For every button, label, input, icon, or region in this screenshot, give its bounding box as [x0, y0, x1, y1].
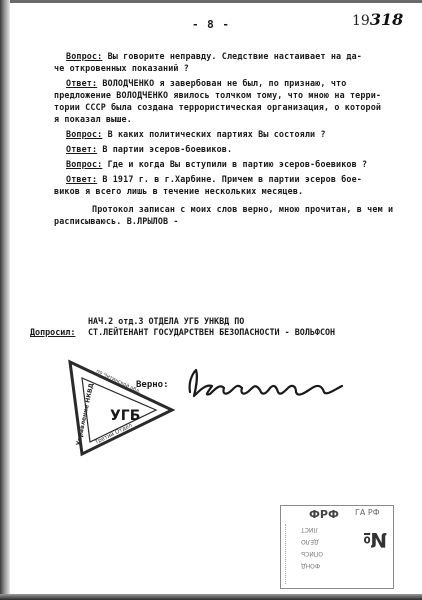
qa-text: В каких политических партиях Вы состояли ? — [107, 129, 326, 139]
archive-number-prefix: 19 — [352, 13, 370, 29]
archive-stamp-line: ФОНД — [301, 562, 321, 569]
officer-title-line-2: СТ.ЛЕЙТЕНАНТ ГОСУДАРСТВЕН БЕЗОПАСНОСТИ - ВОЛЬФСОН — [88, 327, 336, 337]
archive-stamp-number-sign: № — [363, 528, 388, 552]
qa-text: Где и когда Вы вступили в партию эсеров-боевиков ? — [107, 159, 368, 169]
qa-entry — [54, 173, 406, 197]
stamp-left-arc-text: Управление НКВД — [75, 382, 96, 447]
qa-label: Ответ: — [66, 174, 98, 184]
page-number: - 8 - — [191, 18, 231, 31]
qa-label: Вопрос: — [66, 129, 103, 139]
qa-line: че откровенных показаний ? — [54, 63, 189, 73]
qa-line — [66, 128, 406, 140]
archive-stamp-title: ФРФ — [309, 508, 339, 521]
archive-stamp — [280, 505, 394, 589]
qa-line — [66, 173, 406, 185]
ugb-triangle-stamp — [52, 350, 182, 460]
qa-line — [66, 143, 406, 155]
qa-entry — [54, 50, 406, 74]
qa-line: виков я всего лишь в течение нескольких месяцев. — [54, 186, 304, 196]
qa-text: Вы говорите неправду. Следствие настаивает на да- — [107, 51, 362, 61]
closing-line: Протокол записан с моих слов верно, мною прочитан, в чем и — [92, 204, 394, 214]
qa-entry — [54, 77, 406, 125]
qa-line — [66, 50, 406, 62]
scan-edge-left — [0, 0, 10, 600]
archive-stamp-line: ЛИСТ — [301, 526, 318, 533]
interrogation-text — [54, 50, 406, 227]
archive-number-handwritten: 318 — [369, 10, 404, 29]
qa-line: предложение ВОЛОДЧЕНКО явилось толчком тому, что мною на терри- — [54, 90, 382, 100]
scan-edge-top — [0, 0, 422, 3]
interrogator-label: Допросил: — [30, 327, 76, 337]
archive-stamp-line: ДЕЛО — [301, 538, 319, 545]
verno-label: Верно: — [136, 380, 169, 390]
qa-line — [66, 158, 406, 170]
officer-title-line-1: НАЧ.2 отд.3 ОТДЕЛА УГБ УНКВД ПО — [88, 316, 245, 326]
stamp-right-arc-text: по Читинской обл. — [95, 368, 142, 396]
handwritten-signature — [182, 362, 352, 406]
closing-line: расписываюсь. В.ЛРЫЛОВ - — [54, 216, 179, 226]
archive-number — [352, 10, 403, 29]
qa-label: Ответ: — [66, 144, 98, 154]
qa-entry — [66, 143, 406, 155]
qa-line: тории СССР была создана террористическая организация, о которой — [54, 102, 382, 112]
closing-statement — [54, 203, 406, 227]
qa-label: Ответ: — [66, 78, 98, 88]
qa-text: ВОЛОДЧЕНКО я завербован не был, по признаю, что — [102, 78, 347, 88]
stamp-bottom-text: Третий Отдел — [94, 422, 134, 446]
stamp-center-text: УГБ — [110, 408, 141, 424]
qa-label: Вопрос: — [66, 51, 103, 61]
qa-line — [66, 77, 406, 89]
archive-stamp-line: ОПИСЬ — [301, 550, 324, 557]
qa-line: я показал выше. — [54, 114, 132, 124]
qa-entry — [66, 158, 406, 170]
qa-text: В 1917 г. в г.Харбине. Причем в партии эсеров бое- — [102, 174, 362, 184]
qa-entry — [66, 128, 406, 140]
archive-stamp-ga: ГА РФ — [355, 508, 380, 517]
qa-label: Вопрос: — [66, 159, 103, 169]
archive-stamp-dots — [285, 524, 300, 584]
scan-edge-bottom — [0, 594, 422, 600]
qa-text: В партии эсеров-боевиков. — [102, 144, 233, 154]
